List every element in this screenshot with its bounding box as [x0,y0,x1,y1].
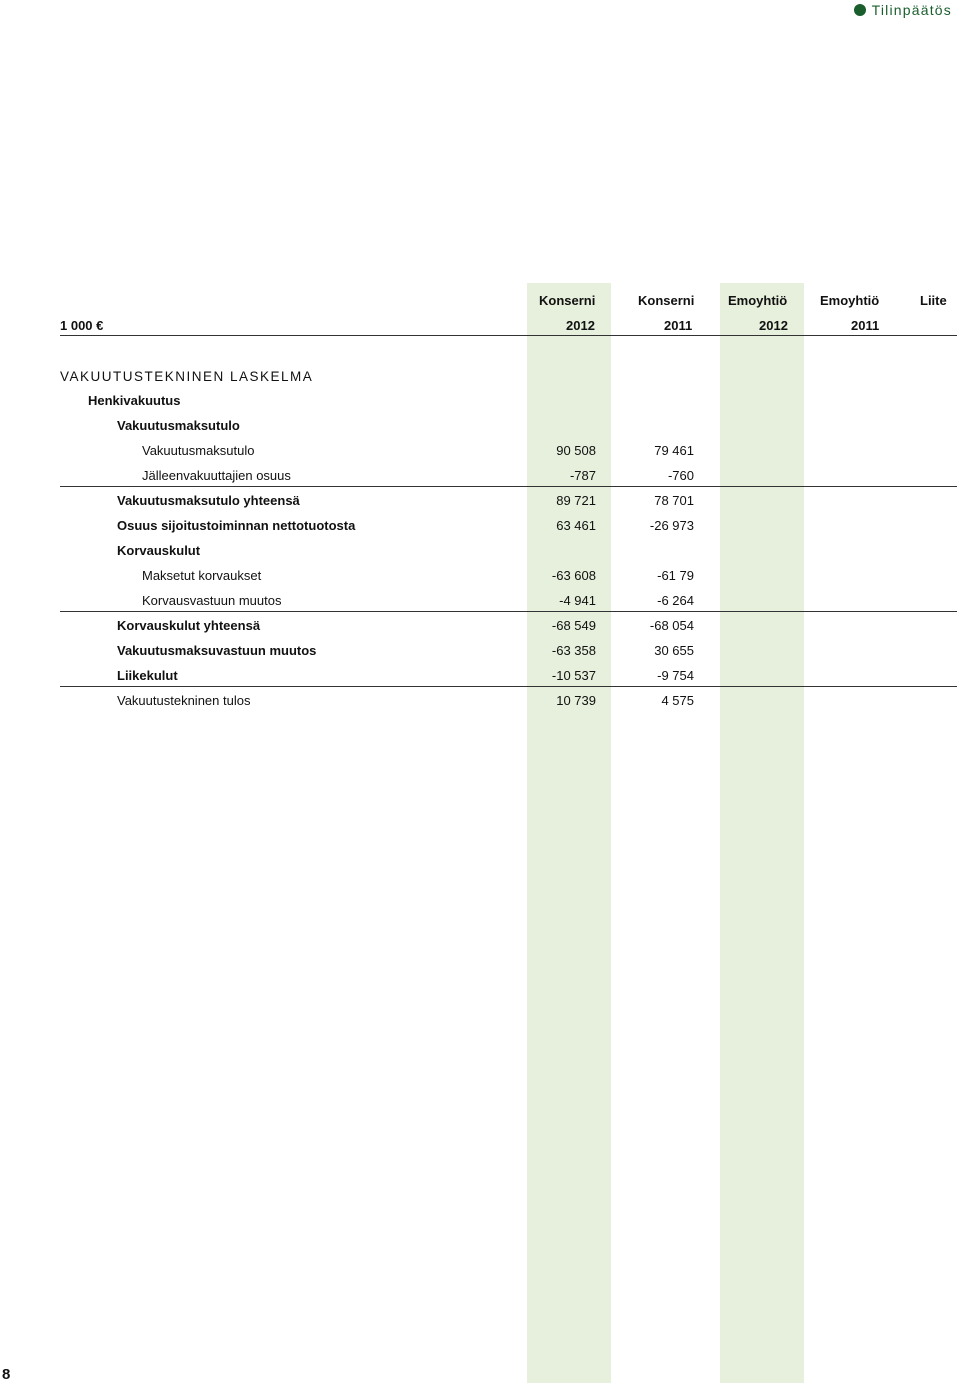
row-divider [60,686,957,687]
statement-title: VAKUUTUSTEKNINEN LASKELMA [60,369,314,384]
col-header-emoyhtio-2012: Emoyhtiö [728,293,788,308]
value-konserni-2012: -10 537 [551,668,596,683]
value-konserni-2012: -787 [569,468,596,483]
value-konserni-2012: -63 358 [551,643,596,658]
row-divider [60,486,957,487]
value-konserni-2011: -760 [667,468,694,483]
table-row [0,693,960,709]
col-header-liite: Liite [920,293,947,308]
row-label: Jälleenvakuuttajien osuus [142,468,291,483]
row-label: Vakuutusmaksutulo yhteensä [117,493,300,508]
table-row [0,618,960,634]
table-row [0,568,960,584]
row-label: Vakuutustekninen tulos [117,693,251,708]
row-label: Vakuutusmaksutulo [117,418,240,433]
col-header-konserni-2012: Konserni [539,293,596,308]
value-konserni-2011: -26 973 [649,518,694,533]
year-emoyhtio-2011: 2011 [851,318,880,333]
row-label: Korvauskulut yhteensä [117,618,261,633]
value-konserni-2011: 79 461 [654,443,694,458]
row-label: Maksetut korvaukset [142,568,262,583]
row-divider [60,611,957,612]
row-label: Henkivakuutus [88,393,181,408]
year-emoyhtio-2012: 2012 [759,318,788,333]
value-konserni-2011: 4 575 [661,693,694,708]
header-divider [60,335,957,336]
value-konserni-2011: -61 79 [657,568,694,583]
page-number: 8 [2,1366,11,1383]
value-konserni-2012: -68 549 [551,618,596,633]
row-label: Vakuutusmaksutulo [142,443,255,458]
value-konserni-2011: -9 754 [657,668,694,683]
value-konserni-2012: -4 941 [559,593,596,608]
value-konserni-2011: -6 264 [657,593,694,608]
col-header-emoyhtio-2011: Emoyhtiö [820,293,880,308]
table-row [0,668,960,684]
section-header [854,2,952,18]
unit-label: 1 000 € [60,318,104,333]
table-row [0,493,960,509]
table-row [0,393,960,409]
value-konserni-2011: 30 655 [654,643,694,658]
col-header-konserni-2011: Konserni [638,293,695,308]
year-konserni-2011: 2011 [664,318,693,333]
green-dot-icon [854,4,866,16]
table-row [0,518,960,534]
row-label: Osuus sijoitustoiminnan nettotuotosta [117,518,356,533]
table-row [0,468,960,484]
value-konserni-2012: 90 508 [556,443,596,458]
row-label: Vakuutusmaksuvastuun muutos [117,643,317,658]
value-konserni-2012: 89 721 [556,493,596,508]
row-label: Korvausvastuun muutos [142,593,282,608]
row-label: Liikekulut [117,668,178,683]
value-konserni-2012: -63 608 [551,568,596,583]
table-row [0,418,960,434]
table-row [0,643,960,659]
table-row [0,593,960,609]
value-konserni-2011: -68 054 [649,618,694,633]
section-title: Tilinpäätös [871,2,952,18]
value-konserni-2012: 10 739 [556,693,596,708]
table-row [0,443,960,459]
value-konserni-2012: 63 461 [556,518,596,533]
row-label: Korvauskulut [117,543,201,558]
year-konserni-2012: 2012 [566,318,595,333]
table-row [0,543,960,559]
value-konserni-2011: 78 701 [654,493,694,508]
